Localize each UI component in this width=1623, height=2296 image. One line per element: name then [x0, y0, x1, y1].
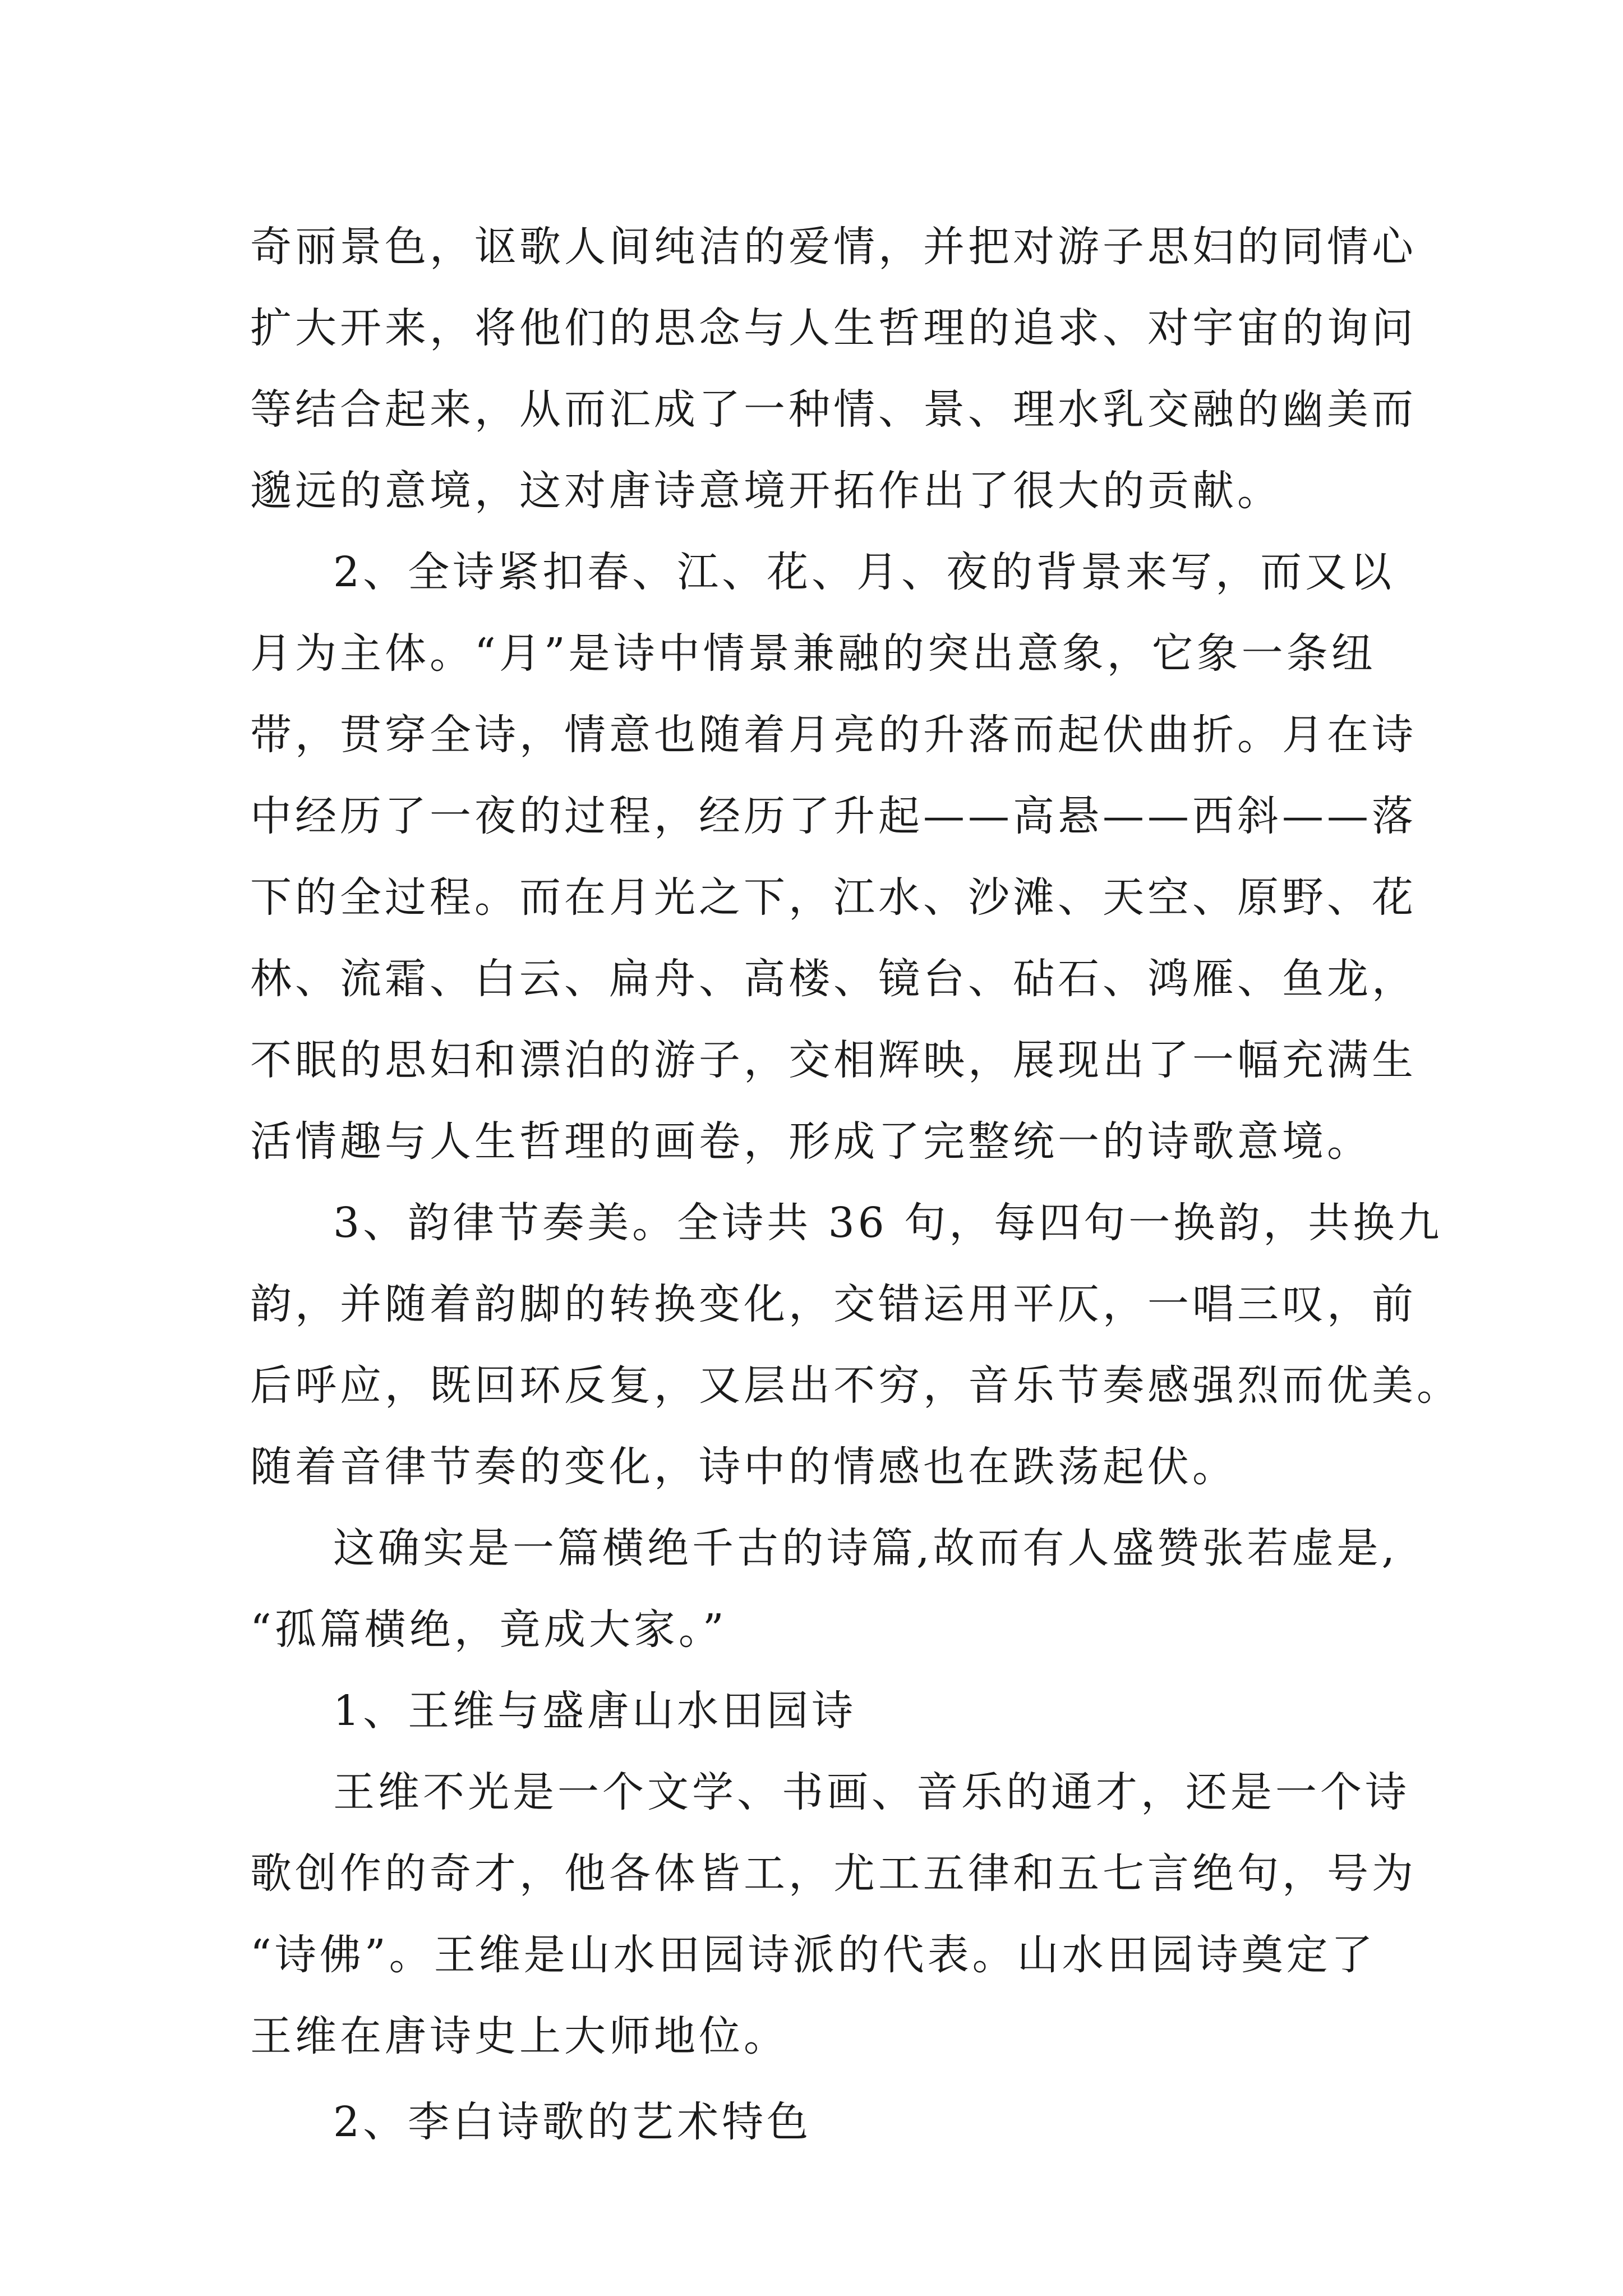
text-line: “诗佛”。王维是山水田园诗派的代表。山水田园诗奠定了 [250, 1931, 1376, 1979]
text-line: 不眠的思妇和漂泊的游子，交相辉映，展现出了一幅充满生 [250, 1036, 1417, 1084]
text-line: 带，贯穿全诗，情意也随着月亮的升落而起伏曲折。月在诗 [250, 711, 1417, 759]
paragraph-start-line: 王维不光是一个文学、书画、音乐的通才，还是一个诗 [333, 1768, 1410, 1816]
text-line: 下的全过程。而在月光之下，江水、沙滩、天空、原野、花 [250, 873, 1417, 922]
text-line: 歌创作的奇才，他各体皆工，尤工五律和五七言绝句，号为 [250, 1849, 1417, 1898]
text-line: “孤篇横绝，竟成大家。” [250, 1605, 727, 1654]
section-heading: 2、李白诗歌的艺术特色 [333, 2098, 812, 2146]
text-line: 韵，并随着韵脚的转换变化，交错运用平仄，一唱三叹，前 [250, 1280, 1417, 1328]
text-line: 奇丽景色，讴歌人间纯洁的爱情，并把对游子思妇的同情心 [250, 223, 1417, 271]
text-line: 中经历了一夜的过程，经历了升起——高悬——西斜——落 [250, 792, 1417, 840]
text-line: 邈远的意境，这对唐诗意境开拓作出了很大的贡献。 [250, 467, 1282, 515]
body-text [250, 206, 1461, 2163]
text-line: 月为主体。“月”是诗中情景兼融的突出意象，它象一条纽 [250, 629, 1376, 678]
text-line: 随着音律节奏的变化，诗中的情感也在跌荡起伏。 [250, 1443, 1237, 1491]
paragraph-start-line: 这确实是一篇横绝千古的诗篇,故而有人盛赞张若虚是, [333, 1524, 1399, 1572]
text-line: 活情趣与人生哲理的画卷，形成了完整统一的诗歌意境。 [250, 1117, 1372, 1166]
section-heading: 1、王维与盛唐山水田园诗 [333, 1687, 857, 1735]
text-line: 王维在唐诗史上大师地位。 [250, 2012, 789, 2060]
paragraph-start-line: 2、全诗紧扣春、江、花、月、夜的背景来写，而又以 [333, 548, 1395, 596]
text-line: 等结合起来，从而汇成了一种情、景、理水乳交融的幽美而 [250, 385, 1417, 434]
text-line: 林、流霜、白云、扁舟、高楼、镜台、砧石、鸿雁、鱼龙， [250, 955, 1417, 1003]
text-line: 扩大开来，将他们的思念与人生哲理的追求、对宇宙的询问 [250, 304, 1417, 352]
paragraph-start-line: 3、韵律节奏美。全诗共 36 句，每四句一换韵，共换九 [333, 1199, 1443, 1247]
text-line: 后呼应，既回环反复，又层出不穷，音乐节奏感强烈而优美。 [250, 1361, 1461, 1410]
